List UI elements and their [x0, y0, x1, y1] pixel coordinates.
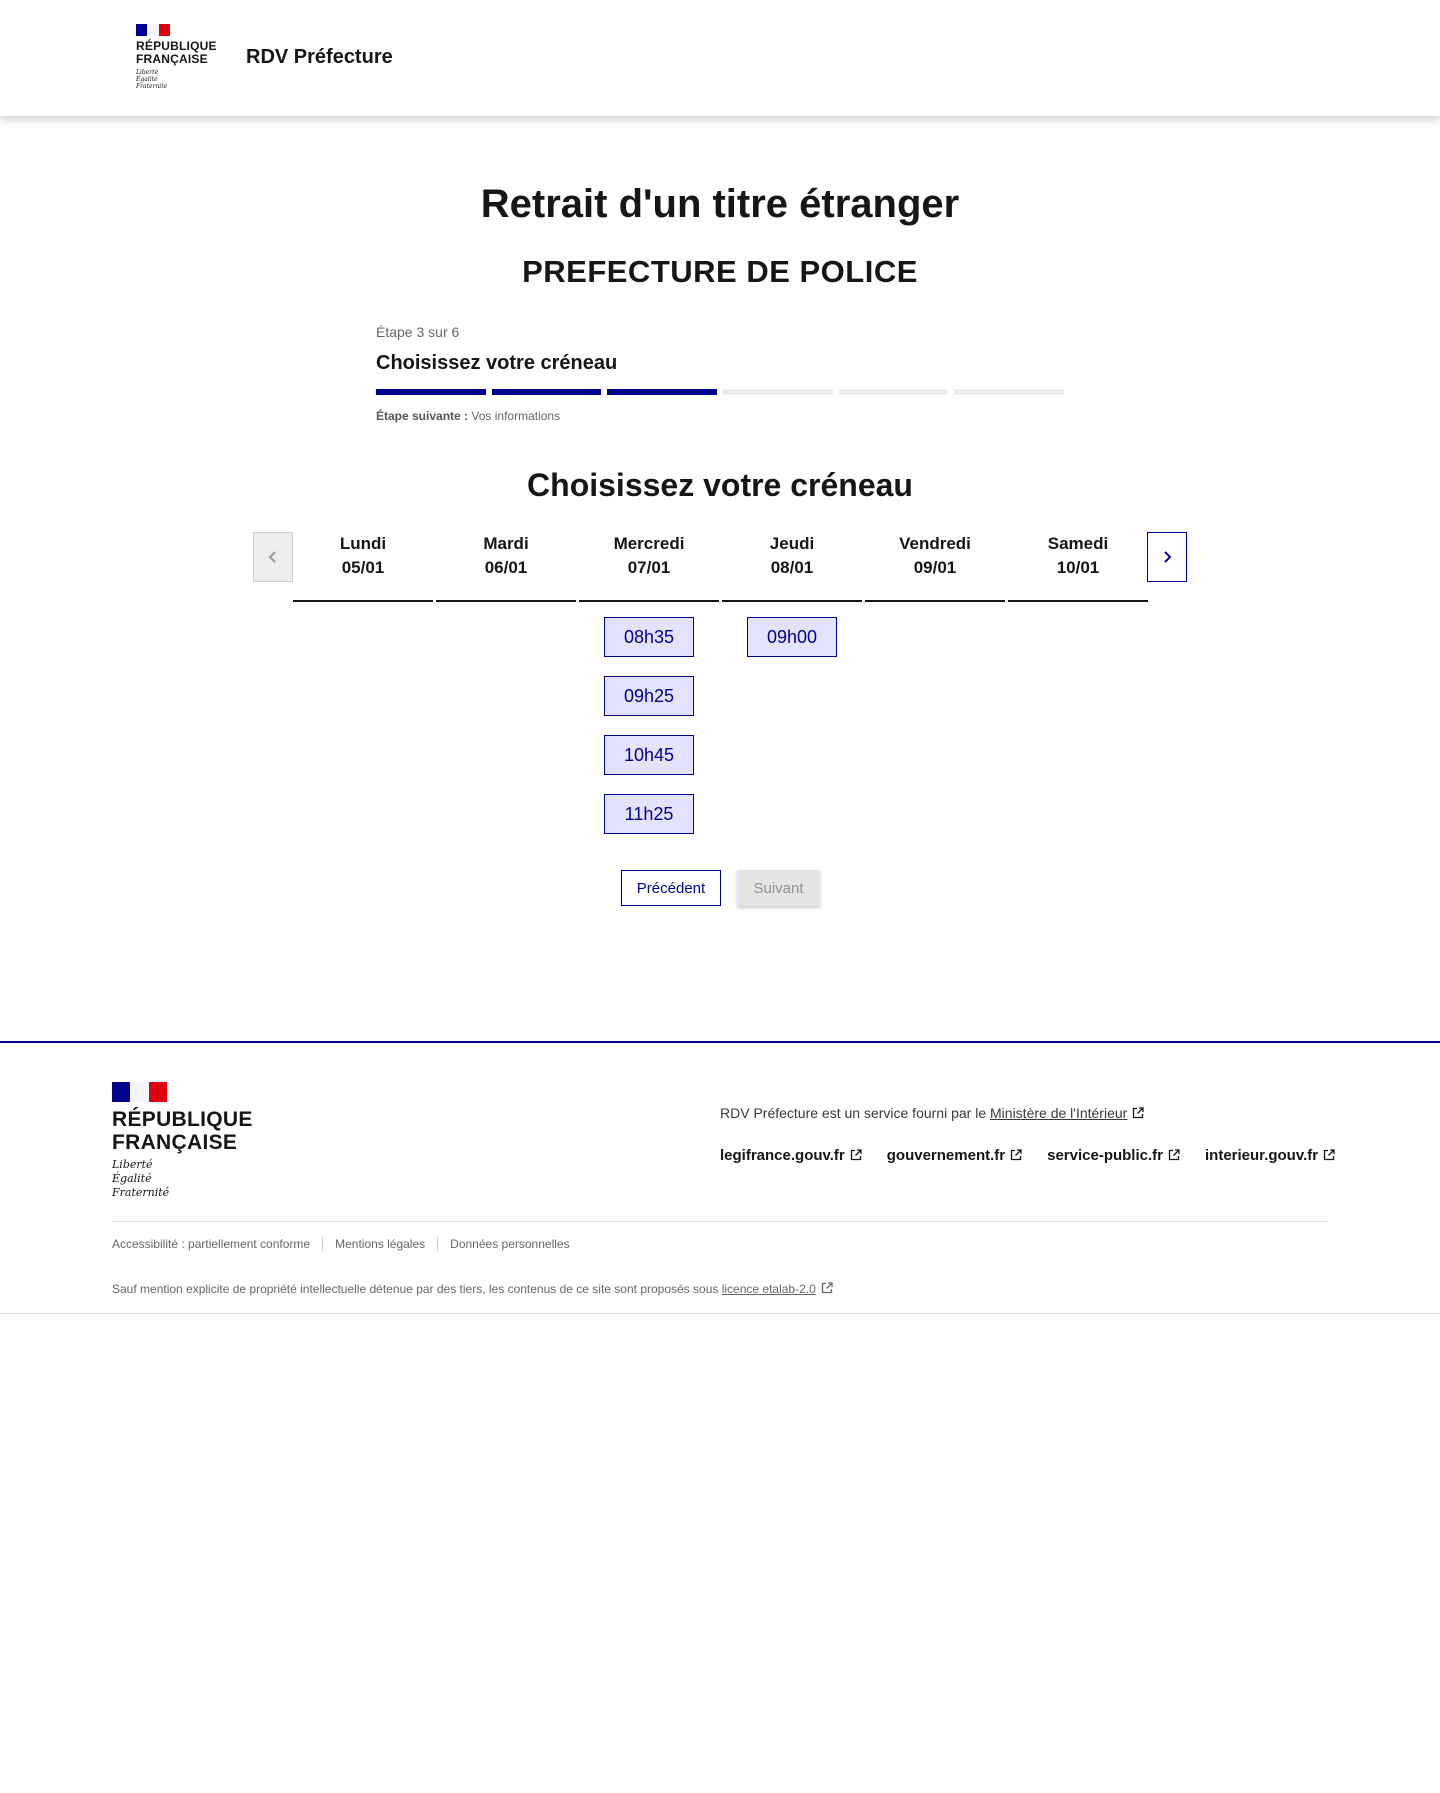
footer-link[interactable]: legifrance.gouv.fr: [720, 1147, 862, 1164]
external-link-icon: [850, 1149, 862, 1161]
step-progress-bars: [376, 389, 1064, 395]
step-bar: [607, 389, 717, 395]
step-bar: [723, 389, 833, 395]
step-next: [376, 409, 1064, 423]
footer-link[interactable]: interieur.gouv.fr: [1205, 1147, 1335, 1164]
step-title: Choisissez votre créneau: [376, 352, 618, 374]
ministry-link[interactable]: Ministère de l'Intérieur: [990, 1105, 1144, 1121]
footer-bottom-links: [112, 1237, 582, 1251]
license-link[interactable]: licence etalab-2.0: [722, 1282, 833, 1296]
day-name: Vendredi: [899, 534, 971, 553]
time-slot-button[interactable]: 10h45: [604, 735, 694, 775]
next-button[interactable]: Suivant: [737, 870, 820, 906]
day-name: Jeudi: [769, 534, 815, 553]
time-slot-button[interactable]: 08h35: [604, 617, 694, 657]
day-name: Samedi: [1047, 534, 1109, 553]
footer-description: RDV Préfecture est un service fourni par le Ministère de l'Intérieur: [720, 1105, 1144, 1121]
footer-bottom-link[interactable]: Accessibilité : partiellement conforme: [112, 1237, 311, 1251]
time-slot-button[interactable]: 09h25: [604, 676, 694, 716]
step-bar: [376, 389, 486, 395]
marianne-flag-icon: [136, 24, 170, 36]
previous-button[interactable]: Précédent: [621, 870, 721, 906]
day-column-header: [1008, 532, 1148, 602]
external-link-icon: [1132, 1107, 1144, 1119]
day-column-header: [722, 532, 862, 602]
page-subtitle: PREFECTURE DE POLICE: [522, 254, 918, 289]
day-name: Mardi: [483, 534, 529, 553]
footer-divider: [112, 1221, 1328, 1222]
day-column-header: [579, 532, 719, 602]
marianne-flag-icon: [112, 1082, 167, 1102]
footer-bottom-link[interactable]: Mentions légales: [322, 1237, 437, 1251]
footer-link[interactable]: service-public.fr: [1047, 1147, 1180, 1164]
footer-logo-text: RÉPUBLIQUE FRANÇAISE: [112, 1108, 253, 1154]
stepper: [376, 324, 1064, 423]
republique-francaise-logo[interactable]: [136, 24, 220, 90]
external-link-icon: [1168, 1149, 1180, 1161]
section-title: Choisissez votre créneau: [527, 467, 913, 503]
chevron-left-icon: [266, 550, 280, 564]
external-link-icon: [1323, 1149, 1335, 1161]
page-title: Retrait d'un titre étranger: [480, 182, 960, 226]
site-footer: [0, 1041, 1440, 1314]
day-name: Mercredi: [613, 534, 685, 553]
logo-text: RÉPUBLIQUE FRANÇAISE: [136, 39, 217, 66]
day-date: 08/01: [770, 558, 814, 577]
next-week-button[interactable]: [1147, 532, 1187, 582]
day-name: Lundi: [339, 534, 387, 553]
time-slot-button[interactable]: 11h25: [604, 794, 694, 834]
step-bar: [839, 389, 949, 395]
day-date: 06/01: [484, 558, 528, 577]
logo-motto: Liberté Égalité Fraternité: [136, 69, 168, 90]
footer-license: Sauf mention explicite de propriété intellectuelle détenue par des tiers, les contenus de ce site sont proposés sous licence etalab-2.0: [112, 1282, 833, 1296]
day-date: 10/01: [1056, 558, 1100, 577]
step-bar: [492, 389, 602, 395]
external-link-icon: [821, 1282, 833, 1294]
footer-links: [720, 1147, 1335, 1164]
day-date: 05/01: [341, 558, 385, 577]
day-date: 07/01: [627, 558, 671, 577]
footer-republique-francaise-logo[interactable]: [112, 1082, 253, 1200]
day-date: 09/01: [913, 558, 957, 577]
chevron-right-icon: [1160, 550, 1174, 564]
step-count: Étape 3 sur 6: [376, 324, 460, 340]
external-link-icon: [1010, 1149, 1022, 1161]
footer-link[interactable]: gouvernement.fr: [887, 1147, 1022, 1164]
time-slot-button[interactable]: 09h00: [747, 617, 837, 657]
service-name[interactable]: RDV Préfecture: [246, 46, 393, 68]
step-next-value: Vos informations: [471, 409, 561, 423]
step-next-label: Étape suivante :: [376, 409, 469, 423]
site-header: [0, 0, 1440, 116]
day-column-header: [436, 532, 576, 602]
day-column-header: [293, 532, 433, 602]
step-bar: [954, 389, 1064, 395]
day-column-header: [865, 532, 1005, 602]
footer-logo-motto: Liberté Égalité Fraternité: [112, 1158, 170, 1199]
previous-week-button[interactable]: [253, 532, 293, 582]
footer-bottom-link[interactable]: Données personnelles: [437, 1237, 581, 1251]
